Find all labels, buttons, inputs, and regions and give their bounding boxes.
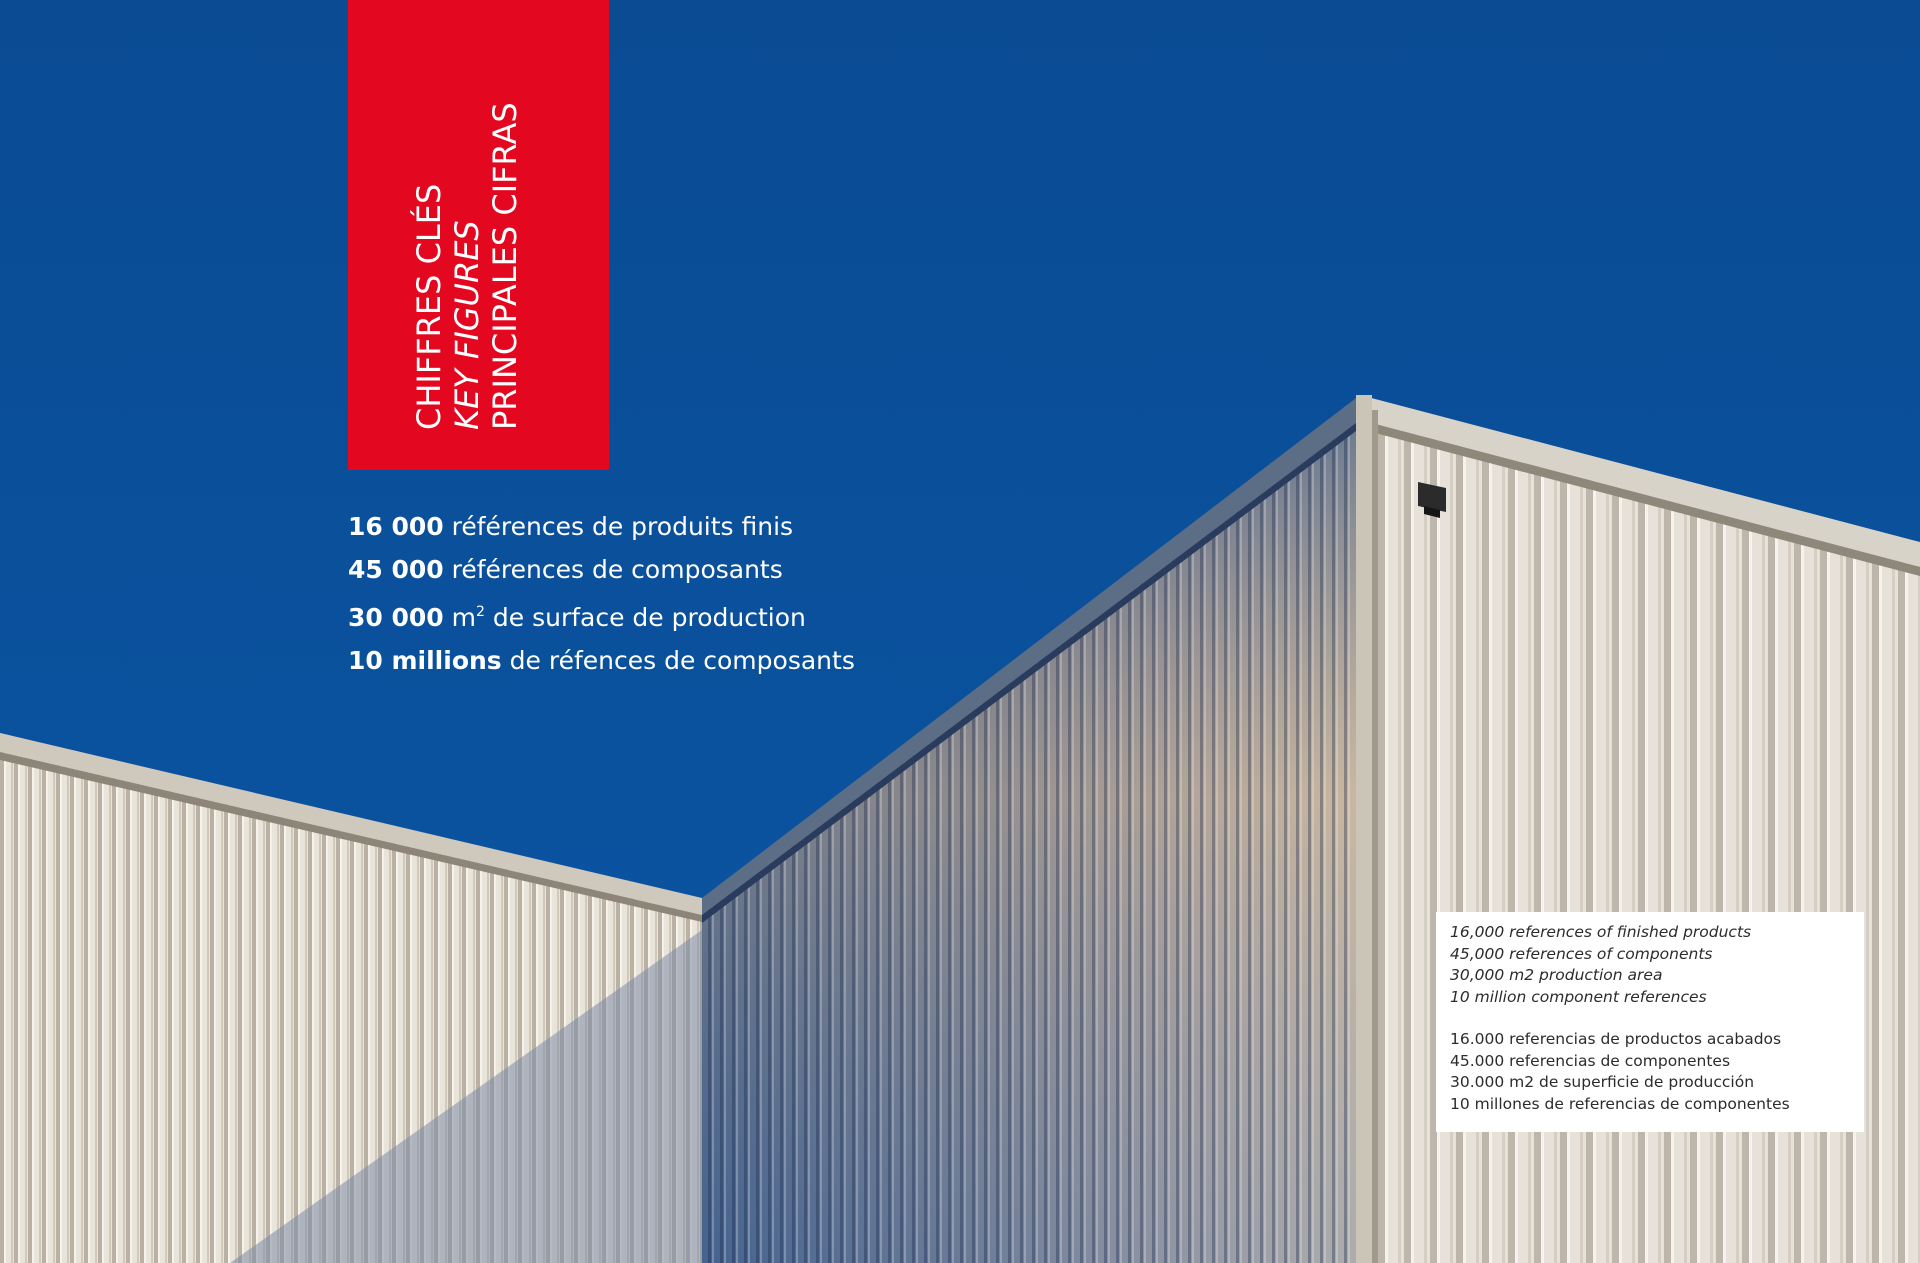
figure-text: de surface de production xyxy=(492,603,806,632)
figure-number: 30 000 xyxy=(348,603,444,632)
figure-number: 10 millions xyxy=(348,646,502,675)
figure-number: 16 000 xyxy=(348,512,444,541)
figure-es: 30.000 m2 de superficie de producción xyxy=(1450,1073,1755,1091)
figure-en: 10 million component references xyxy=(1450,987,1707,1006)
figure-es: 45.000 referencias de componentes xyxy=(1450,1051,1731,1070)
title-fr: CHIFFRES CLÉS xyxy=(410,183,448,430)
translation-text xyxy=(1450,922,1790,1115)
key-figures-title xyxy=(410,102,524,430)
figure-es: 10 millones de referencias de componentes xyxy=(1450,1094,1790,1113)
figure-text: références de produits finis xyxy=(451,512,794,541)
figure-en: 30,000 m2 production area xyxy=(1450,966,1663,984)
figure-unit: $m^2$ xyxy=(451,603,485,632)
figure-text: références de composants xyxy=(451,555,783,584)
figures-fr xyxy=(348,505,855,682)
figure-row xyxy=(348,639,855,682)
figure-text: de réfences de composants xyxy=(509,646,855,675)
figure-row xyxy=(348,505,855,548)
figure-row xyxy=(348,591,855,639)
figure-es: 16.000 referencias de productos acabados xyxy=(1450,1030,1782,1048)
figure-en: 16,000 references of finished products xyxy=(1450,923,1752,941)
figure-number: 45 000 xyxy=(348,555,444,584)
title-es: PRINCIPALES CIFRAS xyxy=(486,102,524,430)
figure-en: 45,000 references of components xyxy=(1450,944,1713,963)
title-en: KEY FIGURES xyxy=(448,220,486,430)
figure-row xyxy=(348,548,855,591)
